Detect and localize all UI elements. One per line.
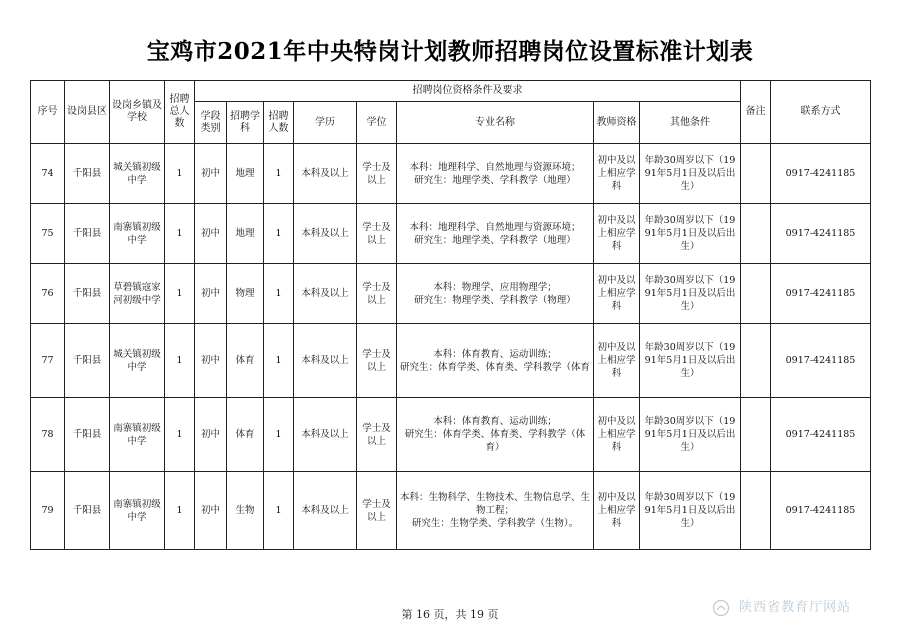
cell-total: 1 xyxy=(165,144,195,204)
cell-remark xyxy=(741,324,771,398)
cell-major xyxy=(397,472,594,550)
cell-seq: 79 xyxy=(31,472,65,550)
cell-total: 1 xyxy=(165,204,195,264)
cell-count: 1 xyxy=(264,472,294,550)
cell-other: 年龄30周岁以下（1991年5月1日及以后出生） xyxy=(640,472,741,550)
cell-stage: 初中 xyxy=(195,264,227,324)
header-row-top xyxy=(31,81,871,102)
cell-major xyxy=(397,204,594,264)
cell-county: 千阳县 xyxy=(65,204,110,264)
cell-stage: 初中 xyxy=(195,144,227,204)
major-line: 研究生：地理学类、学科教学（地理） xyxy=(414,174,576,186)
major-line: 研究生：物理学类、学科教学（物理） xyxy=(414,294,576,306)
major-line: 本科：地理科学、自然地理与资源环境； xyxy=(409,161,581,173)
cell-other: 年龄30周岁以下（1991年5月1日及以后出生） xyxy=(640,324,741,398)
major-line: 本科：生物科学、生物技术、生物信息学、生物工程； xyxy=(399,492,590,516)
major-line: 本科：体育教育、运动训练； xyxy=(433,416,557,427)
cell-degree: 学士及以上 xyxy=(357,472,397,550)
cell-remark xyxy=(741,398,771,472)
header-requirements-group: 招聘岗位资格条件及要求 xyxy=(195,81,741,102)
cell-contact: 0917-4241185 xyxy=(771,144,871,204)
cell-count: 1 xyxy=(264,144,294,204)
cell-total: 1 xyxy=(165,398,195,472)
cell-county: 千阳县 xyxy=(65,264,110,324)
cell-school: 城关镇初级中学 xyxy=(110,324,165,398)
cell-qualification: 初中及以上相应学科 xyxy=(594,264,640,324)
header-degree: 学位 xyxy=(357,102,397,144)
table-row xyxy=(31,204,871,264)
cell-degree: 学士及以上 xyxy=(357,204,397,264)
table-row xyxy=(31,324,871,398)
cell-contact: 0917-4241185 xyxy=(771,324,871,398)
cell-remark xyxy=(741,144,771,204)
table-row xyxy=(31,264,871,324)
cell-major xyxy=(397,398,594,472)
table-row xyxy=(31,472,871,550)
cell-count: 1 xyxy=(264,204,294,264)
header-stage: 学段类别 xyxy=(195,102,227,144)
cell-remark xyxy=(741,264,771,324)
header-school: 设岗乡镇及学校 xyxy=(110,81,165,144)
cell-major xyxy=(397,264,594,324)
cell-total: 1 xyxy=(165,472,195,550)
cell-qualification: 初中及以上相应学科 xyxy=(594,324,640,398)
cell-other: 年龄30周岁以下（1991年5月1日及以后出生） xyxy=(640,264,741,324)
header-county: 设岗县区 xyxy=(65,81,110,144)
cell-subject: 地理 xyxy=(227,204,264,264)
major-line: 本科：体育教育、运动训练； xyxy=(433,348,557,360)
header-count: 招聘人数 xyxy=(264,102,294,144)
cell-seq: 76 xyxy=(31,264,65,324)
cell-education: 本科及以上 xyxy=(294,204,357,264)
watermark-text: 陕西省教育厅网站 xyxy=(739,600,852,615)
cell-major xyxy=(397,144,594,204)
header-subject: 招聘学科 xyxy=(227,102,264,144)
table-row xyxy=(31,398,871,472)
cell-contact: 0917-4241185 xyxy=(771,264,871,324)
watermark xyxy=(712,596,851,617)
cell-education: 本科及以上 xyxy=(294,264,357,324)
page-number: 第 16 页，共 19 页 xyxy=(401,608,499,621)
cell-school: 南寨镇初级中学 xyxy=(110,472,165,550)
cell-seq: 77 xyxy=(31,324,65,398)
cell-subject: 物理 xyxy=(227,264,264,324)
major-line: 本科：地理科学、自然地理与资源环境； xyxy=(409,221,581,233)
cell-contact: 0917-4241185 xyxy=(771,204,871,264)
cell-county: 千阳县 xyxy=(65,398,110,472)
table-row xyxy=(31,144,871,204)
major-line: 研究生：体育学类、体育类、学科教学（体育 xyxy=(399,361,590,373)
recruitment-plan-table xyxy=(30,80,871,550)
cell-total: 1 xyxy=(165,264,195,324)
header-contact: 联系方式 xyxy=(771,81,871,144)
cell-seq: 75 xyxy=(31,204,65,264)
header-education: 学历 xyxy=(294,102,357,144)
cell-education: 本科及以上 xyxy=(294,324,357,398)
cell-education: 本科及以上 xyxy=(294,472,357,550)
cell-degree: 学士及以上 xyxy=(357,264,397,324)
major-line: 研究生：生物学类、学科教学（生物）。 xyxy=(411,518,579,529)
cell-degree: 学士及以上 xyxy=(357,398,397,472)
cell-remark xyxy=(741,204,771,264)
header-qualification: 教师资格 xyxy=(594,102,640,144)
cell-degree: 学士及以上 xyxy=(357,324,397,398)
cell-subject: 生物 xyxy=(227,472,264,550)
cell-contact: 0917-4241185 xyxy=(771,398,871,472)
cell-degree: 学士及以上 xyxy=(357,144,397,204)
cell-subject: 地理 xyxy=(227,144,264,204)
cell-other: 年龄30周岁以下（1991年5月1日及以后出生） xyxy=(640,204,741,264)
cell-stage: 初中 xyxy=(195,472,227,550)
cell-stage: 初中 xyxy=(195,324,227,398)
cell-seq: 74 xyxy=(31,144,65,204)
cell-remark xyxy=(741,472,771,550)
cell-county: 千阳县 xyxy=(65,472,110,550)
cell-school: 城关镇初级中学 xyxy=(110,144,165,204)
header-total: 招聘总人数 xyxy=(165,81,195,144)
cell-stage: 初中 xyxy=(195,204,227,264)
header-major: 专业名称 xyxy=(397,102,594,144)
cell-stage: 初中 xyxy=(195,398,227,472)
cell-seq: 78 xyxy=(31,398,65,472)
header-remark: 备注 xyxy=(741,81,771,144)
major-line: 本科：物理学、应用物理学； xyxy=(433,281,557,293)
header-other: 其他条件 xyxy=(640,102,741,144)
cell-count: 1 xyxy=(264,398,294,472)
cell-school: 南寨镇初级中学 xyxy=(110,204,165,264)
major-line: 研究生：地理学类、学科教学（地理） xyxy=(414,234,576,246)
cell-subject: 体育 xyxy=(227,398,264,472)
cell-count: 1 xyxy=(264,324,294,398)
watermark-logo-icon xyxy=(712,599,730,617)
cell-school: 草碧镇寇家河初级中学 xyxy=(110,264,165,324)
cell-subject: 体育 xyxy=(227,324,264,398)
cell-total: 1 xyxy=(165,324,195,398)
header-seq: 序号 xyxy=(31,81,65,144)
cell-qualification: 初中及以上相应学科 xyxy=(594,144,640,204)
major-line: 研究生：体育学类、体育类、学科教学（体育） xyxy=(404,429,586,453)
cell-major xyxy=(397,324,594,398)
cell-qualification: 初中及以上相应学科 xyxy=(594,204,640,264)
cell-contact: 0917-4241185 xyxy=(771,472,871,550)
cell-count: 1 xyxy=(264,264,294,324)
cell-school: 南寨镇初级中学 xyxy=(110,398,165,472)
cell-education: 本科及以上 xyxy=(294,398,357,472)
cell-qualification: 初中及以上相应学科 xyxy=(594,398,640,472)
cell-other: 年龄30周岁以下（1991年5月1日及以后出生） xyxy=(640,144,741,204)
cell-county: 千阳县 xyxy=(65,144,110,204)
cell-county: 千阳县 xyxy=(65,324,110,398)
cell-other: 年龄30周岁以下（1991年5月1日及以后出生） xyxy=(640,398,741,472)
cell-education: 本科及以上 xyxy=(294,144,357,204)
cell-qualification: 初中及以上相应学科 xyxy=(594,472,640,550)
page-title: 宝鸡市2021年中央特岗计划教师招聘岗位设置标准计划表 xyxy=(146,38,754,65)
